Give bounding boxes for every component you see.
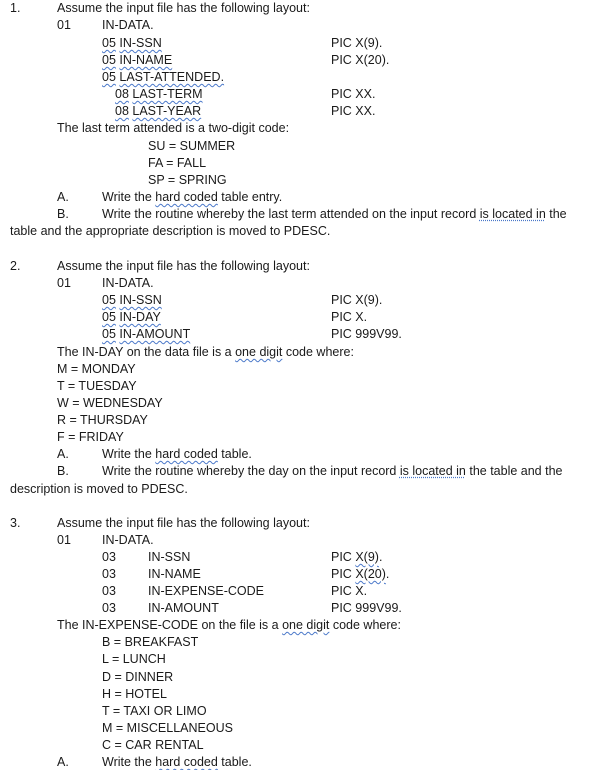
task-text: Write the routine whereby the day on the input record is located in the table and the [102,464,563,478]
task-text-continued: table and the appropriate description is moved to PDESC. [10,224,331,238]
field-level: 08 [115,87,129,101]
task-label: A. [57,190,69,204]
level-number: 01 [57,18,71,32]
code-item: H = HOTEL [102,687,167,701]
field-pic: PIC X. [331,584,368,598]
field-entry [115,104,201,119]
code-item: M = MISCELLANEOUS [102,721,233,735]
field-name: IN-NAME [148,567,201,581]
code-item: L = LUNCH [102,652,166,666]
field-level: 05 [102,327,116,341]
question-number: 2. [10,259,21,273]
field-entry [102,36,162,51]
field-level: 08 [115,104,129,118]
code-item: R = THURSDAY [57,413,148,427]
task-label: B. [57,207,69,221]
question-number: 1. [10,1,21,15]
task-label: A. [57,447,69,461]
field-pic: PIC X(20). [331,53,390,67]
record-name: IN-DATA. [102,18,154,32]
field-pic: PIC X(9). [331,36,383,50]
question-intro: Assume the input file has the following layout: [57,1,310,15]
field-entry [102,53,172,68]
field-level: 03 [102,601,116,615]
field-name: IN-AMOUNT [119,327,191,341]
field-pic: PIC 999V99. [331,601,402,615]
field-name: IN-EXPENSE-CODE [148,584,264,598]
field-pic: PIC XX. [331,104,376,118]
code-item: FA = FALL [148,156,207,170]
field-entry [102,293,162,308]
field-name: LAST-TERM [132,87,203,101]
field-name: IN-NAME [119,53,173,67]
field-name: LAST-ATTENDED. [119,70,225,84]
field-level: 05 [102,293,116,307]
code-description: The IN-DAY on the data file is a one digit code where: [57,345,354,359]
task-label: A. [57,755,69,769]
field-level: 05 [102,53,116,67]
field-pic: PIC 999V99. [331,327,402,341]
field-level: 03 [102,567,116,581]
task-text: Write the hard coded table entry. [102,190,283,204]
field-name: IN-SSN [119,293,162,307]
code-item: T = TUESDAY [57,379,137,393]
task-text: Write the routine whereby the last term attended on the input record is located in the [102,207,567,221]
field-level: 03 [102,584,116,598]
field-pic: PIC X(9). [331,550,383,564]
level-number: 01 [57,533,71,547]
field-pic: PIC XX. [331,87,376,101]
code-item: F = FRIDAY [57,430,124,444]
field-name: IN-SSN [119,36,162,50]
field-name: IN-AMOUNT [148,601,219,615]
code-item: M = MONDAY [57,362,136,376]
code-item: B = BREAKFAST [102,635,199,649]
field-pic: PIC X(9). [331,293,383,307]
code-item: W = WEDNESDAY [57,396,163,410]
field-level: 05 [102,36,116,50]
level-number: 01 [57,276,71,290]
task-text: Write the hard coded table. [102,755,252,769]
record-name: IN-DATA. [102,276,154,290]
question-intro: Assume the input file has the following layout: [57,516,310,530]
field-entry [102,327,190,342]
field-name: IN-DAY [119,310,161,324]
record-name: IN-DATA. [102,533,154,547]
code-item: SU = SUMMER [148,139,236,153]
field-entry [102,70,224,85]
field-pic: PIC X. [331,310,368,324]
code-item: T = TAXI OR LIMO [102,704,207,718]
code-item: SP = SPRING [148,173,227,187]
field-level: 05 [102,70,116,84]
field-level: 05 [102,310,116,324]
field-level: 03 [102,550,116,564]
field-entry [115,87,203,102]
field-pic: PIC X(20). [331,567,390,581]
question-number: 3. [10,516,21,530]
code-description: The last term attended is a two-digit code: [57,121,290,135]
task-text-continued: description is moved to PDESC. [10,482,188,496]
code-item: D = DINNER [102,670,174,684]
field-name: IN-SSN [148,550,191,564]
question-intro: Assume the input file has the following layout: [57,259,310,273]
task-text: Write the hard coded table. [102,447,252,461]
field-entry [102,310,161,325]
code-item: C = CAR RENTAL [102,738,204,752]
task-label: B. [57,464,69,478]
code-description: The IN-EXPENSE-CODE on the file is a one digit code where: [57,618,401,632]
field-name: LAST-YEAR [132,104,202,118]
